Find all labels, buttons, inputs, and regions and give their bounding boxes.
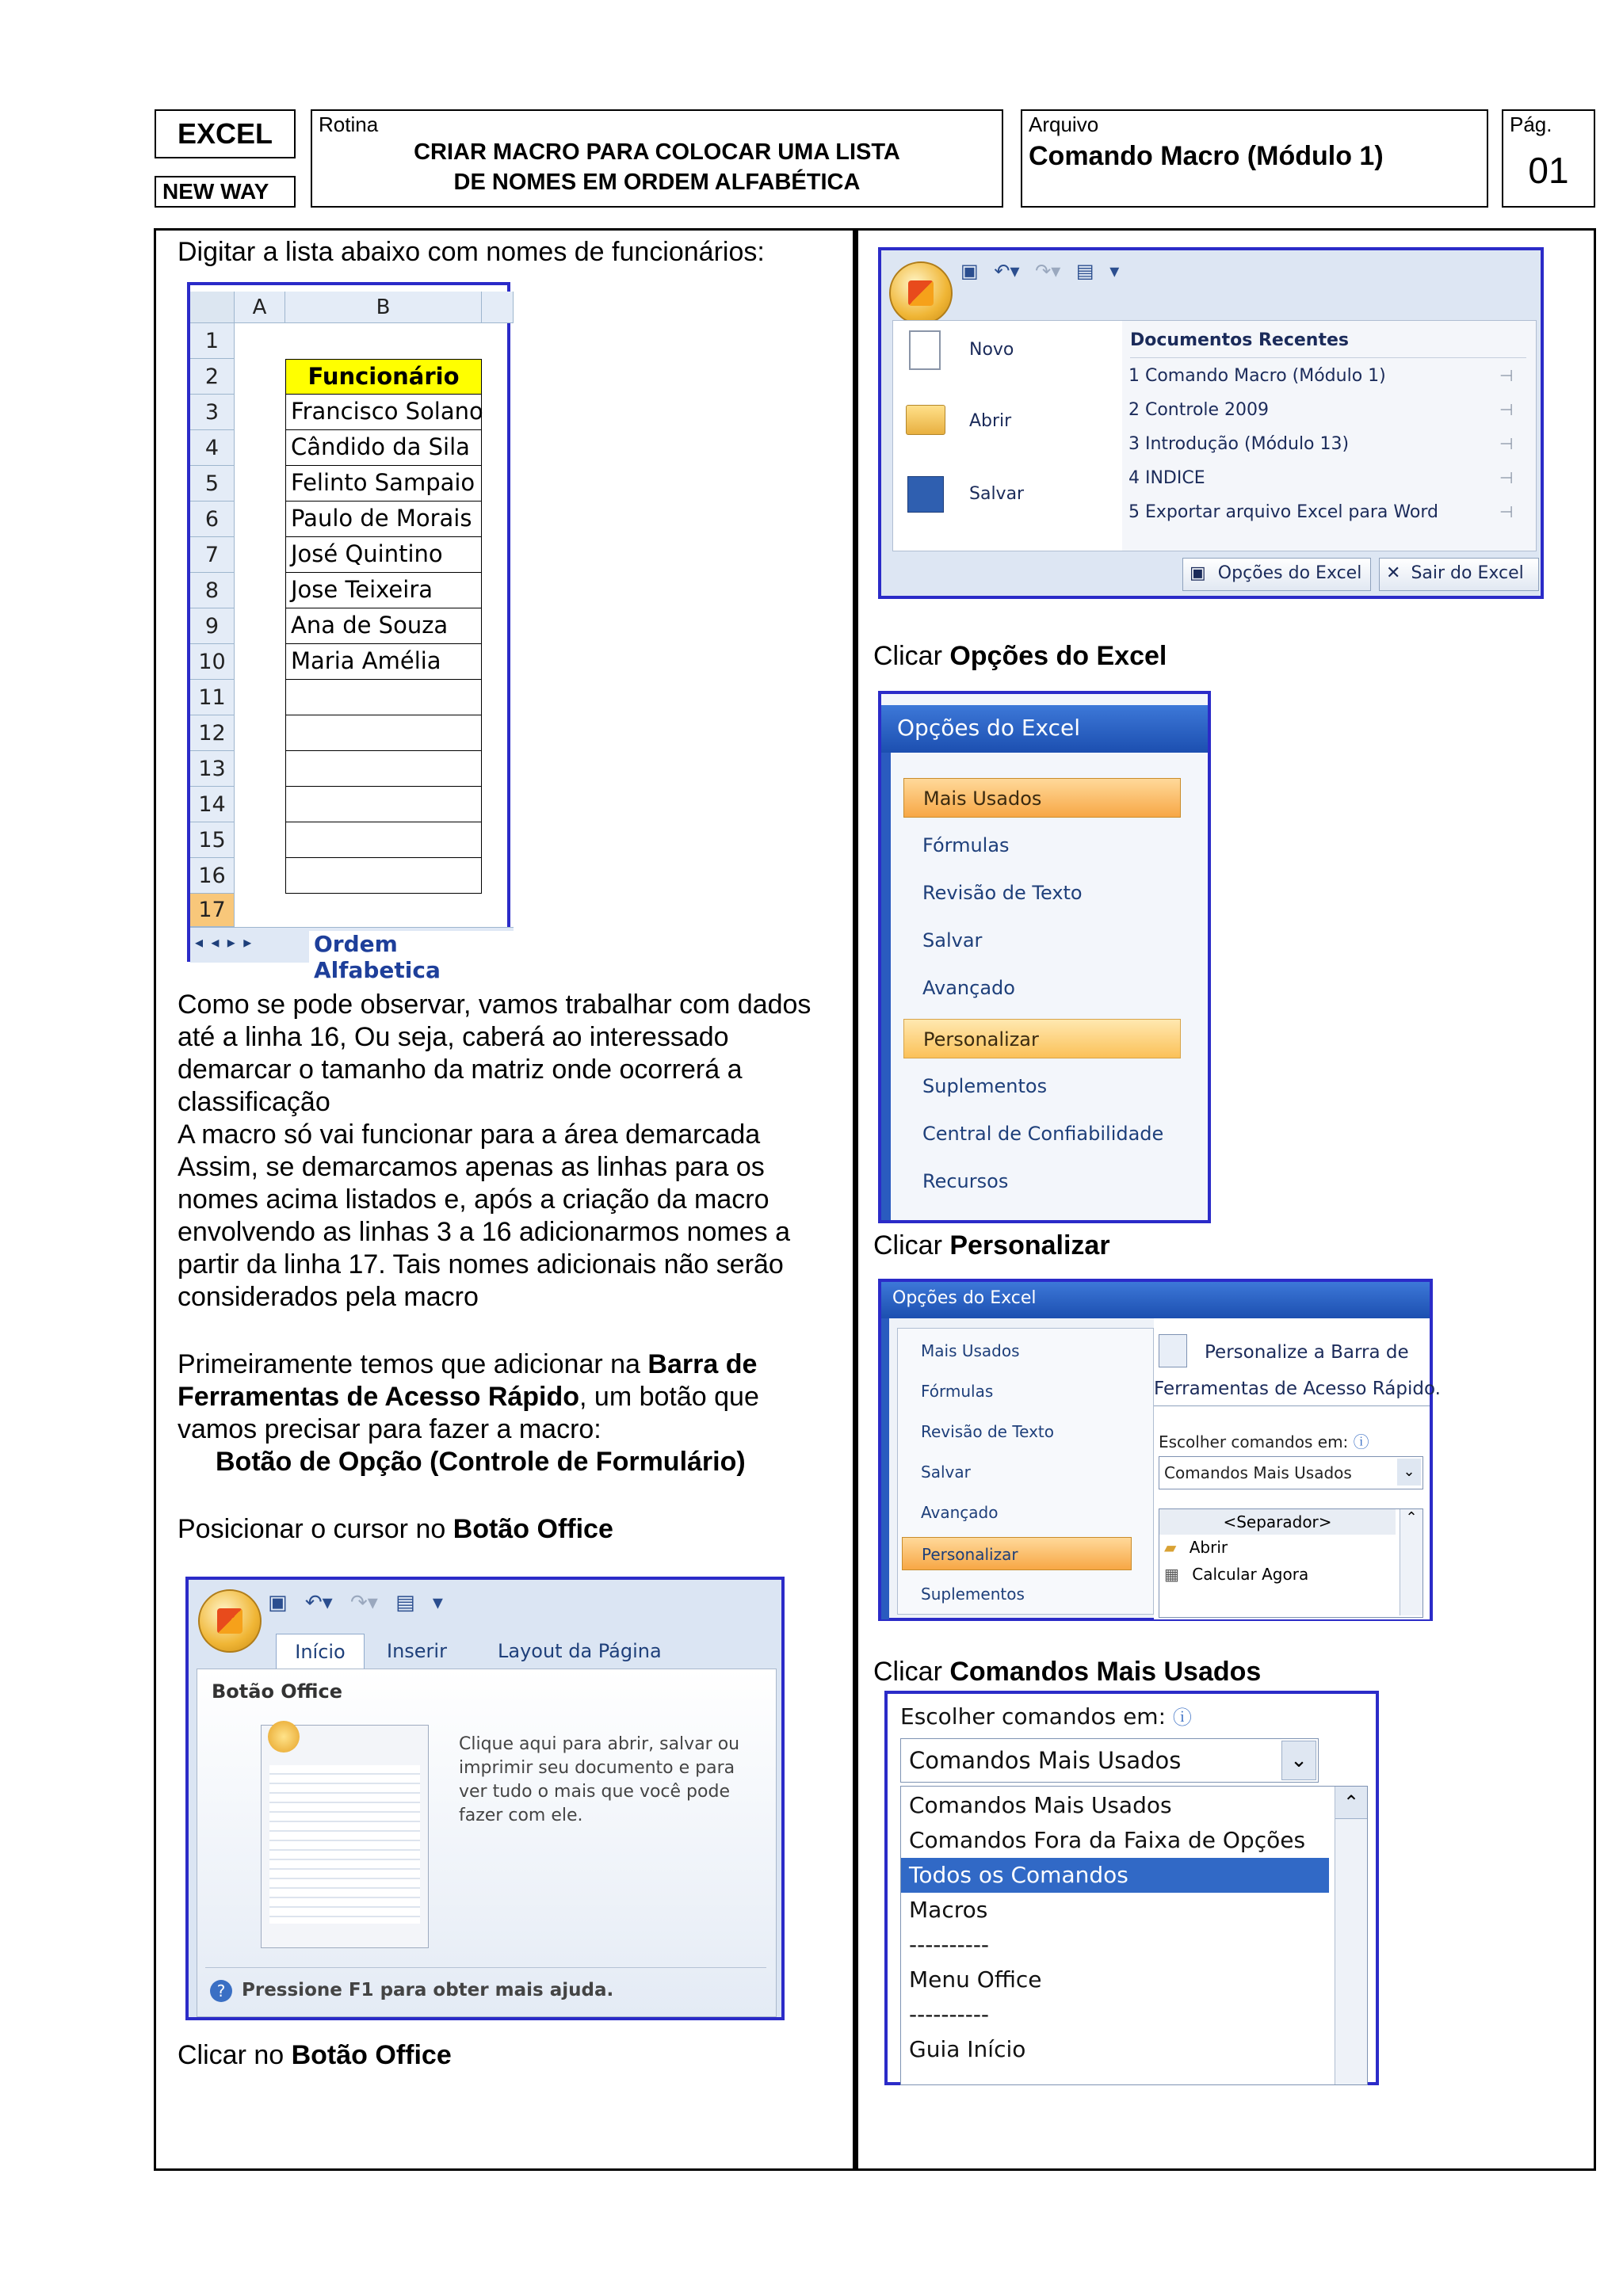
text-line: vamos precisar para fazer a macro: [178,1414,601,1444]
text-span: , um botão que [579,1382,759,1412]
redo-icon[interactable]: ↷▾ [1035,260,1061,282]
row-header[interactable]: 11 [190,680,235,715]
pers-title-bar [881,1282,1430,1318]
pers-nav-personalizar[interactable]: Personalizar [902,1537,1132,1570]
chevron-up-icon[interactable]: ⌃ [1335,1787,1367,1819]
recent-item[interactable]: 4 INDICE [1128,468,1205,488]
pin-icon[interactable]: ⊣ [1499,502,1514,521]
cell-name[interactable]: Paulo de Morais [285,502,482,537]
tooltip-panel [197,1669,777,2017]
chevron-down-icon[interactable]: ⌄ [1397,1459,1421,1486]
help-text: Pressione F1 para obter mais ajuda. [242,1980,614,2000]
row-header[interactable]: 13 [190,751,235,787]
text-line: até a linha 16, Ou seja, caberá ao interessado [178,1022,729,1052]
cell-empty[interactable] [285,715,482,751]
text-span: Clicar [873,1657,950,1687]
options-icon: ▣ [1190,563,1206,583]
bold-span: Barra de [647,1349,758,1379]
save-icon[interactable]: ▣ [268,1591,288,1615]
pers-heading-line2: Ferramentas de Acesso Rápido. [1154,1379,1441,1399]
bold-span: Botão Office [453,1514,613,1544]
text-line: envolvendo as linhas 3 a 16 adicionarmos nomes a [178,1217,791,1247]
tooltip-description [459,1733,739,1828]
customize-toolbar-icon[interactable]: ▾ [432,1591,443,1615]
options-title: Opções do Excel [897,715,1081,741]
pers-nav-revisao[interactable]: Revisão de Texto [921,1422,1055,1441]
text-span: Primeiramente temos que adicionar na [178,1349,648,1379]
pers-command-list [1159,1508,1423,1618]
row-header[interactable]: 15 [190,822,235,858]
text-line: nomes acima listados e, após a criação da macro [178,1184,769,1215]
row-header[interactable]: 6 [190,502,235,537]
cell-empty[interactable] [285,787,482,822]
column-header-a[interactable]: A [235,292,285,323]
pers-list-scrollbar[interactable] [1400,1509,1423,1615]
save-disk-icon [907,476,944,513]
cell-empty[interactable] [285,680,482,715]
sheet-tab-bar [190,927,514,983]
chevron-down-icon[interactable]: ⌄ [1281,1741,1316,1780]
row-header[interactable]: 12 [190,715,235,751]
tooltip-title: Botão Office [212,1680,342,1703]
option-guia-inicio[interactable]: Guia Início [909,2036,1026,2062]
pers-nav-suplementos[interactable]: Suplementos [921,1585,1025,1604]
opcoes-excel-button[interactable] [1182,558,1371,591]
pers-heading-line1: Personalize a Barra de [1205,1342,1409,1363]
list-item-label: Abrir [1189,1538,1228,1557]
open-folder-icon [906,405,945,435]
office-logo-icon [217,1608,242,1634]
tab-inserir[interactable]: Inserir [387,1640,447,1662]
option-separator: ---------- [909,2001,990,2027]
row-header[interactable]: 9 [190,608,235,644]
click-personalizar-instruction [873,1230,1110,1262]
menu-commands-panel [892,320,1124,551]
rotina-box [311,109,1003,208]
option-salvar[interactable]: Salvar [922,929,983,952]
menu-item-novo[interactable]: Novo [969,340,1014,360]
pers-nav-formulas[interactable]: Fórmulas [921,1382,994,1401]
text-line: Assim, se demarcamos apenas as linhas para os [178,1152,765,1182]
row-header[interactable]: 16 [190,858,235,894]
bold-span: Comandos Mais Usados [949,1657,1262,1687]
option-recursos[interactable]: Recursos [922,1170,1009,1192]
pin-icon[interactable]: ⊣ [1499,366,1514,385]
pin-icon[interactable]: ⊣ [1499,468,1514,487]
close-icon: ✕ [1386,563,1401,583]
sheet-nav-arrows[interactable]: ◂ ◂ ▸ ▸ [195,933,254,952]
text-line: considerados pela macro [178,1282,479,1312]
page-box [1502,109,1595,208]
text-line: Como se pode observar, vamos trabalhar com dados [178,990,812,1020]
row-header[interactable]: 10 [190,644,235,680]
text-line: imprimir seu documento e para [459,1758,735,1778]
office-button-screenshot [185,1577,785,2020]
calculator-icon: ▦ [1164,1565,1179,1584]
bold-line: Botão de Opção (Controle de Formulário) [216,1447,746,1477]
info-icon: ⓘ [1353,1432,1369,1451]
text-span: Clicar no [178,2040,292,2070]
escolher-text: Escolher comandos em: [1159,1432,1349,1451]
tab-layout[interactable]: Layout da Página [498,1640,662,1662]
page-number: 01 [1528,150,1569,191]
sair-excel-label: Sair do Excel [1411,563,1524,583]
pers-nav-mais-usados[interactable]: Mais Usados [921,1341,1020,1360]
dropdown-label-text: Escolher comandos em: [900,1703,1167,1730]
bold-span: Opções do Excel [949,641,1167,671]
quick-access-toolbar [960,260,1119,282]
list-item-label: Calcular Agora [1192,1565,1309,1584]
cell-empty[interactable] [285,822,482,858]
option-revisao-texto[interactable]: Revisão de Texto [922,882,1083,904]
pers-left-strip [881,1318,889,1619]
sheet-tab-ordem[interactable]: Ordem Alfabetica [309,931,514,983]
office-button[interactable] [889,261,953,325]
column-divider [853,228,858,2171]
opcoes-excel-label: Opções do Excel [1217,563,1362,583]
explanation-paragraph [178,989,811,1314]
pers-heading-divider [1154,1405,1430,1406]
option-personalizar[interactable]: Personalizar [903,1019,1181,1058]
bold-span: Ferramentas de Acesso Rápido [178,1382,580,1412]
option-macros[interactable]: Macros [909,1897,988,1923]
row-header[interactable]: 5 [190,466,235,502]
cell-empty[interactable] [285,751,482,787]
escolher-label [1159,1429,1369,1452]
dropdown-label [900,1702,1192,1730]
office-menu-screenshot [878,247,1544,599]
row-header[interactable]: 8 [190,573,235,608]
option-central-confiabilidade[interactable]: Central de Confiabilidade [922,1123,1164,1145]
options-left-strip [881,753,891,1220]
personalizar-screenshot [878,1279,1441,1621]
select-all-corner[interactable] [190,292,235,323]
cell-name[interactable]: José Quintino [285,537,482,573]
office-logo-icon [908,280,934,306]
commands-combo-value: Comandos Mais Usados [909,1747,1182,1774]
menu-item-salvar[interactable]: Salvar [969,484,1025,504]
option-avancado[interactable]: Avançado [922,977,1015,999]
pers-combo[interactable] [1159,1456,1423,1489]
new-document-icon [909,330,941,370]
row-header[interactable]: 7 [190,537,235,573]
intro-text: Digitar a lista abaixo com nomes de funcionários: [178,237,765,267]
commands-dropdown-screenshot [884,1691,1379,2085]
pers-title: Opções do Excel [892,1288,1037,1308]
bold-span: Botão Office [291,2040,452,2070]
column-header-c[interactable] [482,292,514,323]
cell-empty[interactable] [285,858,482,894]
form-icon[interactable]: ▤ [395,1591,415,1615]
text-line: fazer com ele. [459,1806,583,1825]
open-folder-icon: ▰ [1164,1538,1177,1557]
click-office-instruction [178,2039,452,2072]
click-opcoes-instruction [873,640,1167,673]
ribbon-tab-bar [268,1629,791,1670]
office-button[interactable] [198,1589,262,1653]
recent-title: Documentos Recentes [1130,330,1349,350]
list-item-separador[interactable]: <Separador> [1159,1509,1396,1535]
customize-toolbar-icon[interactable]: ▾ [1109,260,1120,282]
customize-toolbar-icon [1159,1334,1187,1367]
row-header[interactable]: 2 [190,359,235,395]
tab-inicio[interactable]: Início [276,1634,365,1671]
rotina-title-line2: DE NOMES EM ORDEM ALFABÉTICA [453,170,861,195]
cell-name[interactable]: Maria Amélia [285,644,482,680]
office-mini-icon [268,1721,300,1753]
text-line: Clique aqui para abrir, salvar ou [459,1734,740,1754]
option-mais-usados[interactable]: Mais Usados [903,778,1181,818]
tooltip-divider [205,1967,766,1968]
commands-combo[interactable] [900,1738,1319,1783]
pers-combo-value: Comandos Mais Usados [1164,1463,1352,1482]
arquivo-value: Comando Macro (Módulo 1) [1029,141,1384,171]
tooltip-preview-image [261,1725,429,1948]
cell-name[interactable]: Ana de Souza [285,608,482,644]
cursor-instruction [178,1513,613,1546]
info-icon: ⓘ [1172,1707,1192,1729]
pers-content-panel [1154,1318,1441,1619]
recent-item[interactable]: 3 Introdução (Módulo 13) [1128,434,1350,454]
brand-label-box [155,176,296,208]
option-separator: ---------- [909,1932,990,1958]
pin-icon[interactable]: ⊣ [1499,400,1514,419]
app-label: EXCEL [177,117,273,150]
click-comandos-instruction [873,1656,1261,1688]
recent-item[interactable]: 2 Controle 2009 [1128,400,1270,420]
quick-access-toolbar [268,1591,443,1615]
bold-span: Personalizar [949,1230,1110,1261]
list-item-abrir[interactable] [1164,1538,1228,1557]
option-todos-comandos[interactable]: Todos os Comandos [901,1858,1329,1893]
chevron-up-icon[interactable]: ⌃ [1405,1509,1418,1526]
cell-name[interactable]: Jose Teixeira [285,573,482,608]
toolbar-paragraph [178,1348,759,1478]
options-list-scrollbar[interactable] [1335,1787,1367,2084]
column-header-b[interactable]: B [285,292,482,323]
sheet-screenshot [187,282,510,983]
pin-icon[interactable]: ⊣ [1499,434,1514,453]
option-comandos-fora-faixa[interactable]: Comandos Fora da Faixa de Opções [909,1827,1306,1853]
brand-label: NEW WAY [162,179,269,204]
form-icon[interactable]: ▤ [1075,260,1094,282]
option-suplementos[interactable]: Suplementos [922,1075,1048,1097]
recent-item[interactable]: 5 Exportar arquivo Excel para Word [1128,502,1438,522]
option-formulas[interactable]: Fórmulas [922,834,1010,856]
recent-divider [1130,357,1526,358]
menu-item-abrir[interactable]: Abrir [969,411,1012,431]
text-span: Clicar [873,1230,950,1261]
sair-excel-button[interactable] [1379,558,1539,591]
rotina-label: Rotina [319,113,379,136]
cell-name[interactable]: Felinto Sampaio [285,466,482,502]
text-line: ver tudo o mais que você pode [459,1782,730,1802]
undo-icon[interactable]: ↶▾ [304,1591,333,1615]
option-menu-office[interactable]: Menu Office [909,1966,1042,1993]
row-header[interactable]: 14 [190,787,235,822]
options-title-bar [881,705,1208,753]
list-item-calcular[interactable] [1164,1565,1308,1584]
pers-nav-avancado[interactable]: Avançado [921,1503,999,1522]
save-icon[interactable]: ▣ [960,260,979,282]
text-span: Posicionar o cursor no [178,1514,453,1544]
help-icon: ? [210,1980,232,2002]
text-line: demarcar o tamanho da matriz onde ocorrerá a [178,1055,743,1085]
cell-funcionario-header[interactable]: Funcionário [285,359,482,395]
option-comandos-mais-usados[interactable]: Comandos Mais Usados [909,1792,1172,1818]
row-header[interactable]: 4 [190,430,235,466]
commands-options-list [900,1786,1368,2085]
text-line: partir da linha 17. Tais nomes adicionais não serão [178,1249,784,1280]
row-header[interactable]: 3 [190,395,235,430]
arquivo-box [1021,109,1488,208]
text-line: A macro só vai funcionar para a área demarcada [178,1119,761,1150]
recent-item[interactable]: 1 Comando Macro (Módulo 1) [1128,366,1386,386]
arquivo-label: Arquivo [1029,113,1099,136]
row-header[interactable]: 1 [190,323,235,359]
app-label-box [155,109,296,158]
rotina-title-line1: CRIAR MACRO PARA COLOCAR UMA LISTA [414,139,900,165]
cell-name[interactable]: Cândido da Sila [285,430,482,466]
mini-menu-lines [269,1765,420,1924]
page-label: Pág. [1510,113,1552,136]
redo-icon[interactable]: ↷▾ [349,1591,378,1615]
text-span: Clicar [873,641,950,671]
row-header-active[interactable]: 17 [190,894,235,927]
undo-icon[interactable]: ↶▾ [994,260,1020,282]
pers-nav-salvar[interactable]: Salvar [921,1463,971,1482]
text-line: classificação [178,1087,330,1117]
excel-options-screenshot [878,691,1211,1223]
cell-name[interactable]: Francisco Solano [285,395,482,430]
